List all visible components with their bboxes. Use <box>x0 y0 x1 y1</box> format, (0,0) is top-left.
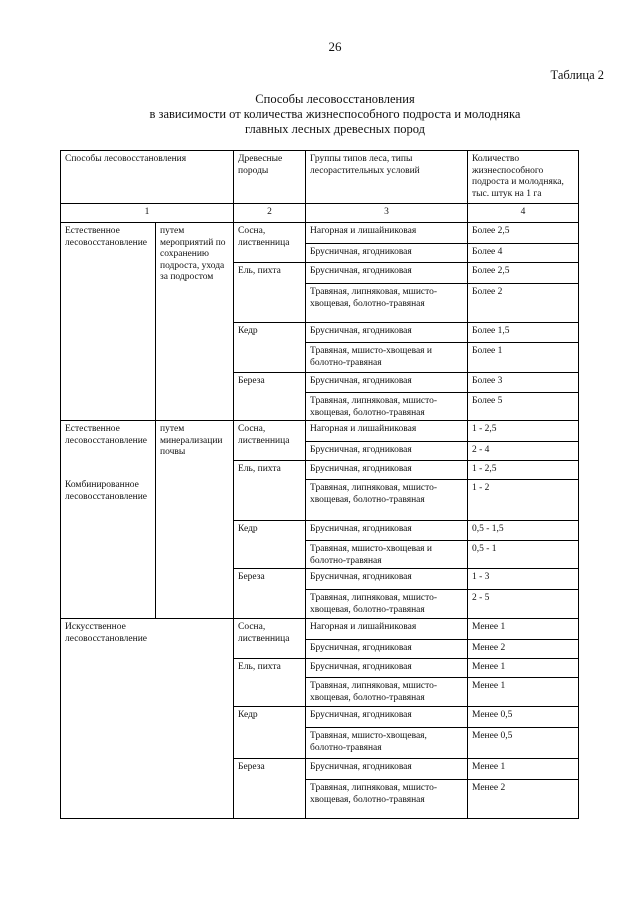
forest-type-cell: Нагорная и лишайниковая <box>306 223 468 244</box>
quantity-cell: Менее 2 <box>468 780 579 819</box>
quantity-cell: Более 5 <box>468 393 579 421</box>
forest-type-cell: Травяная, мшисто-хвощевая и болотно-травяная <box>306 343 468 373</box>
quantity-cell: Более 1 <box>468 343 579 373</box>
method-cell <box>61 619 234 819</box>
header-row <box>61 151 579 204</box>
title-line: Способы лесовосстановления <box>255 92 415 106</box>
column-number: 4 <box>468 204 579 223</box>
column-number: 1 <box>61 204 234 223</box>
quantity-cell: Менее 1 <box>468 659 579 678</box>
quantity-cell: 1 - 2 <box>468 480 579 521</box>
title-line: в зависимости от количества жизнеспособного подроста и молодняка <box>149 107 521 121</box>
title-line: главных лесных древесных пород <box>244 122 426 136</box>
forest-type-cell: Травяная, липняковая, мшисто-хвощевая, болотно-травяная <box>306 678 468 707</box>
species-cell: Кедр <box>234 707 306 759</box>
species-cell: Ель, пихта <box>234 263 306 323</box>
species-cell: Ель, пихта <box>234 659 306 707</box>
quantity-cell: Более 2,5 <box>468 263 579 284</box>
header-forest-types: Группы типов леса, типы лесорастительных условий <box>306 151 468 204</box>
species-cell: Сосна, лиственница <box>234 619 306 659</box>
quantity-cell: 1 - 2,5 <box>468 461 579 480</box>
quantity-cell: 1 - 2,5 <box>468 421 579 442</box>
forest-type-cell: Травяная, липняковая, мшисто-хвощевая, болотно-травяная <box>306 480 468 521</box>
document-title <box>20 92 640 137</box>
forest-type-cell: Нагорная и лишайниковая <box>306 421 468 442</box>
header-species: Древесные породы <box>234 151 306 204</box>
method-detail-cell: путем минерализации почвы <box>156 421 234 619</box>
table-row <box>61 223 579 244</box>
forest-type-cell: Травяная, липняковая, мшисто-хвощевая, болотно-травяная <box>306 284 468 323</box>
quantity-cell: 0,5 - 1,5 <box>468 521 579 541</box>
forest-type-cell: Брусничная, ягодниковая <box>306 707 468 728</box>
quantity-cell: 2 - 5 <box>468 590 579 619</box>
column-number-row <box>61 204 579 223</box>
forest-type-cell: Брусничная, ягодниковая <box>306 323 468 343</box>
quantity-cell: 0,5 - 1 <box>468 541 579 569</box>
species-cell: Кедр <box>234 323 306 373</box>
forest-type-cell: Травяная, мшисто-хвощевая, болотно-травяная <box>306 728 468 759</box>
method-label: Естественное лесовосстановление <box>65 226 148 248</box>
forest-type-cell: Брусничная, ягодниковая <box>306 521 468 541</box>
quantity-cell: Менее 1 <box>468 678 579 707</box>
table-label: Таблица 2 <box>550 68 604 82</box>
method-cell <box>61 223 156 421</box>
method-label: Комбинированное лесовосстановление <box>65 480 148 502</box>
quantity-cell: Менее 0,5 <box>468 707 579 728</box>
page-number: 26 <box>328 39 342 54</box>
forest-type-cell: Брусничная, ягодниковая <box>306 263 468 284</box>
forest-type-cell: Брусничная, ягодниковая <box>306 461 468 480</box>
forest-type-cell: Травяная, липняковая, мшисто-хвощевая, болотно-травяная <box>306 393 468 421</box>
species-cell: Кедр <box>234 521 306 569</box>
species-cell: Ель, пихта <box>234 461 306 521</box>
species-cell: Сосна, лиственница <box>234 421 306 461</box>
quantity-cell: Более 4 <box>468 244 579 263</box>
forest-type-cell: Нагорная и лишайниковая <box>306 619 468 640</box>
header-quantity: Количество жизнеспособного подроста и молодняка, тыс. штук на 1 га <box>468 151 579 204</box>
table-row <box>61 421 579 442</box>
forest-type-cell: Брусничная, ягодниковая <box>306 244 468 263</box>
forest-type-cell: Травяная, липняковая, мшисто-хвощевая, болотно-травяная <box>306 780 468 819</box>
quantity-cell: Более 2,5 <box>468 223 579 244</box>
forest-type-cell: Брусничная, ягодниковая <box>306 442 468 461</box>
species-cell: Береза <box>234 373 306 421</box>
method-label: Естественное лесовосстановление <box>65 424 148 446</box>
table-header <box>61 151 579 223</box>
forest-restoration-table <box>60 150 579 819</box>
forest-type-cell: Брусничная, ягодниковая <box>306 659 468 678</box>
forest-type-cell: Брусничная, ягодниковая <box>306 759 468 780</box>
species-cell: Береза <box>234 759 306 819</box>
method-label: Искусственное лесовосстановление <box>65 622 148 644</box>
header-methods: Способы лесовосстановления <box>61 151 234 204</box>
forest-type-cell: Брусничная, ягодниковая <box>306 640 468 659</box>
quantity-cell: Менее 1 <box>468 619 579 640</box>
quantity-cell: Более 2 <box>468 284 579 323</box>
quantity-cell: 2 - 4 <box>468 442 579 461</box>
quantity-cell: Более 1,5 <box>468 323 579 343</box>
quantity-cell: 1 - 3 <box>468 569 579 590</box>
quantity-cell: Менее 1 <box>468 759 579 780</box>
column-number: 2 <box>234 204 306 223</box>
quantity-cell: Менее 0,5 <box>468 728 579 759</box>
species-cell: Сосна, лиственница <box>234 223 306 263</box>
quantity-cell: Менее 2 <box>468 640 579 659</box>
species-cell: Береза <box>234 569 306 619</box>
method-detail-cell: путем мероприятий по сохранению подроста, ухода за подростом <box>156 223 234 421</box>
method-cell <box>61 421 156 619</box>
table-body <box>61 223 579 819</box>
column-number: 3 <box>306 204 468 223</box>
table-row <box>61 619 579 640</box>
forest-type-cell: Брусничная, ягодниковая <box>306 373 468 393</box>
forest-type-cell: Травяная, липняковая, мшисто-хвощевая, болотно-травяная <box>306 590 468 619</box>
forest-type-cell: Брусничная, ягодниковая <box>306 569 468 590</box>
quantity-cell: Более 3 <box>468 373 579 393</box>
forest-type-cell: Травяная, мшисто-хвощевая и болотно-травяная <box>306 541 468 569</box>
